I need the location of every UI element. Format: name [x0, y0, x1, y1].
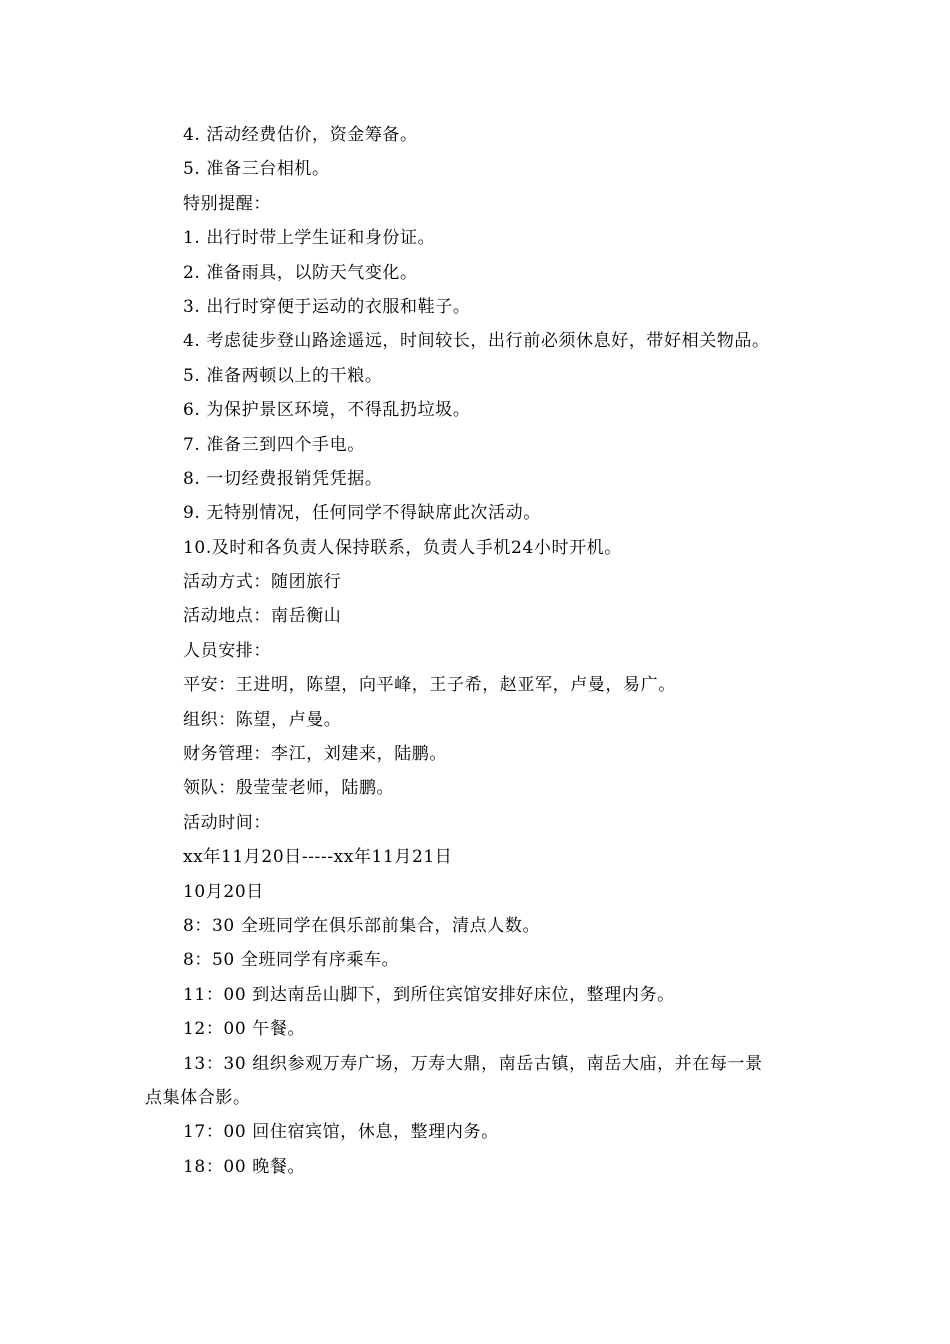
text-line: 4. 活动经费估价，资金筹备。 [183, 125, 418, 145]
schedule-item: 13：30 组织参观万寿广场，万寿大鼎，南岳古镇，南岳大庙，并在每一景 [183, 1053, 763, 1074]
text-line: 8. 一切经费报销凭凭据。 [183, 468, 383, 489]
text-line: 10.及时和各负责人保持联系，负责人手机24小时开机。 [183, 537, 622, 558]
schedule-item: 12：00 午餐。 [183, 1019, 306, 1040]
text-line: 组织：陈望，卢曼。 [183, 709, 342, 730]
text-line: 3. 出行时穿便于运动的衣服和鞋子。 [183, 296, 471, 317]
text-line: 2. 准备雨具，以防天气变化。 [183, 262, 418, 283]
text-line: 财务管理：李江，刘建来，陆鹏。 [183, 744, 447, 765]
text-line: 5. 准备三台相机。 [183, 159, 330, 180]
schedule-item: 8：30 全班同学在俱乐部前集合，清点人数。 [183, 915, 541, 936]
text-line: 6. 为保护景区环境，不得乱扔垃圾。 [183, 400, 471, 421]
text-line: 7. 准备三到四个手电。 [183, 434, 365, 455]
text-line: 领队：殷莹莹老师，陆鹏。 [183, 778, 395, 799]
date-range: xx年11月20日-----xx年11月21日 [183, 847, 453, 868]
section-heading-staffing: 人员安排： [183, 640, 271, 661]
section-heading-special-notes: 特别提醒： [183, 193, 271, 214]
text-line: 4. 考虑徒步登山路途遥远，时间较长，出行前必须休息好，带好相关物品。 [183, 331, 770, 352]
text-line: 9. 无特别情况，任何同学不得缺席此次活动。 [183, 503, 541, 524]
schedule-item: 17：00 回住宿宾馆，休息，整理内务。 [183, 1122, 499, 1143]
schedule-item: 8：50 全班同学有序乘车。 [183, 950, 400, 971]
document-body [145, 118, 815, 1184]
activity-mode: 活动方式：随团旅行 [183, 572, 342, 593]
activity-location: 活动地点：南岳衡山 [183, 606, 342, 627]
schedule-item-continuation: 点集体合影。 [145, 1087, 251, 1108]
schedule-item: 18：00 晚餐。 [183, 1156, 306, 1177]
schedule-item: 11：00 到达南岳山脚下，到所住宾馆安排好床位，整理内务。 [183, 984, 675, 1005]
text-line: 5. 准备两顿以上的干粮。 [183, 365, 383, 386]
section-heading-schedule: 活动时间： [183, 812, 271, 833]
day-heading: 10月20日 [183, 881, 264, 902]
text-line: 平安：王进明，陈望，向平峰，王子希，赵亚军，卢曼，易广。 [183, 675, 676, 696]
text-line: 1. 出行时带上学生证和身份证。 [183, 228, 436, 249]
